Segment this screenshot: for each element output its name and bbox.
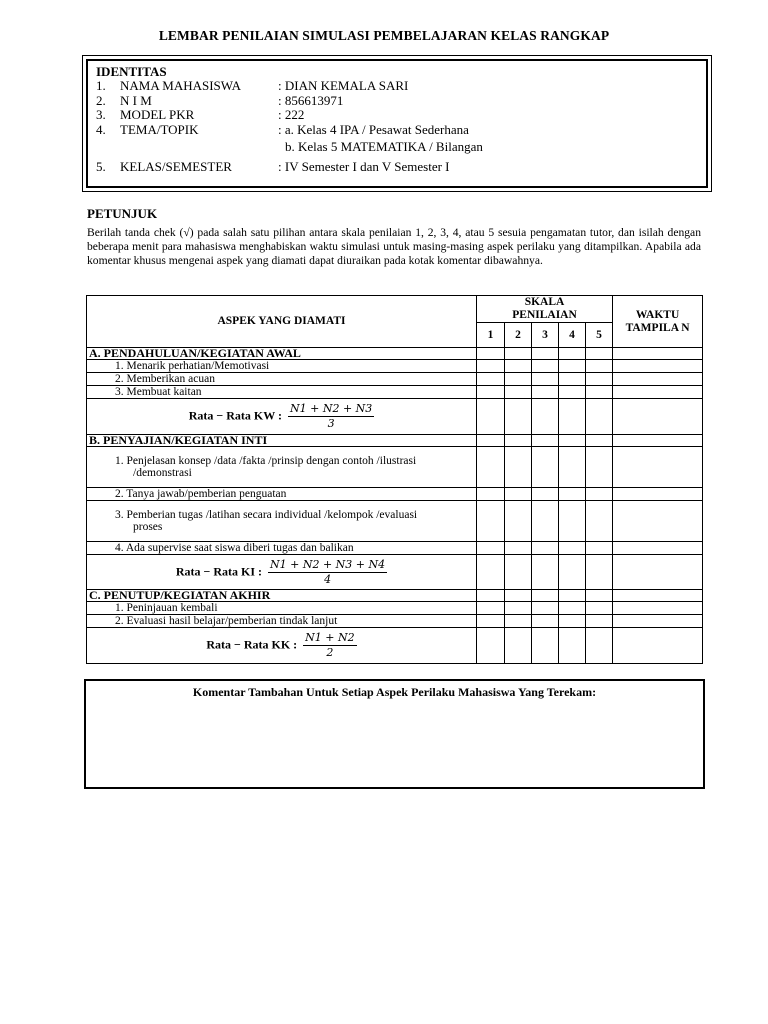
- item-b4: 4. Ada supervise saat siswa diberi tugas dan balikan: [87, 542, 477, 555]
- score-cell[interactable]: [477, 542, 505, 555]
- time-cell[interactable]: [613, 373, 703, 386]
- score-cell[interactable]: [559, 542, 586, 555]
- item-b3: 3. Pemberian tugas /latihan secara individual /kelompok /evaluasi proses: [87, 501, 477, 542]
- assessment-table: [86, 295, 703, 664]
- score-cell[interactable]: [559, 360, 586, 373]
- score-cell[interactable]: [505, 501, 532, 542]
- row-label: KELAS/SEMESTER: [120, 159, 232, 174]
- rata-ki-label: Rata − Rata KI :: [175, 563, 263, 578]
- score-cell[interactable]: [477, 501, 505, 542]
- header-aspek: ASPEK YANG DIAMATI: [87, 296, 477, 348]
- score-cell[interactable]: [559, 488, 586, 501]
- time-cell[interactable]: [613, 360, 703, 373]
- score-cell[interactable]: [532, 602, 559, 615]
- score-cell[interactable]: [532, 386, 559, 399]
- score-cell[interactable]: [586, 360, 613, 373]
- row-value: : 222: [278, 107, 305, 122]
- row-label: NAMA MAHASISWA: [120, 78, 241, 93]
- section-b: B. PENYAJIAN/KEGIATAN INTI: [87, 435, 477, 447]
- score-cell[interactable]: [505, 373, 532, 386]
- score-cell[interactable]: [532, 501, 559, 542]
- score-cell[interactable]: [505, 602, 532, 615]
- time-cell[interactable]: [613, 488, 703, 501]
- score-cell[interactable]: [559, 501, 586, 542]
- score-cell[interactable]: [505, 542, 532, 555]
- score-cell[interactable]: [477, 360, 505, 373]
- score-cell[interactable]: [586, 447, 613, 488]
- time-cell[interactable]: [613, 602, 703, 615]
- identity-heading: IDENTITAS: [96, 64, 167, 79]
- score-cell[interactable]: [586, 373, 613, 386]
- fraction-numerator: N1 + N2 + N3 + N4: [270, 557, 386, 571]
- row-number: 4.: [96, 122, 106, 137]
- score-cell[interactable]: [532, 615, 559, 628]
- item-b2: 2. Tanya jawab/pemberian penguatan: [87, 488, 477, 501]
- fraction-numerator: N1 + N2: [305, 631, 355, 644]
- page-title: LEMBAR PENILAIAN SIMULASI PEMBELAJARAN KELAS RANGKAP: [158, 28, 610, 43]
- score-cell[interactable]: [559, 602, 586, 615]
- row-label: N I M: [120, 93, 152, 108]
- rata-kw-formula: [87, 399, 477, 435]
- rata-kk-fraction: [303, 631, 356, 660]
- scale-4: 4: [559, 323, 586, 348]
- item-a2: 2. Memberikan acuan: [87, 373, 477, 386]
- score-cell[interactable]: [586, 542, 613, 555]
- score-cell[interactable]: [505, 615, 532, 628]
- scale-3: 3: [532, 323, 559, 348]
- score-cell[interactable]: [586, 602, 613, 615]
- score-cell[interactable]: [505, 488, 532, 501]
- score-cell[interactable]: [586, 501, 613, 542]
- row-value: : IV Semester I dan V Semester I: [278, 159, 450, 174]
- item-c1: 1. Peninjauan kembali: [87, 602, 477, 615]
- fraction-numerator: N1 + N2 + N3: [289, 402, 373, 415]
- fraction-denominator: 4: [324, 572, 332, 586]
- row-number: 2.: [96, 93, 106, 108]
- item-c2: 2. Evaluasi hasil belajar/pemberian tindak lanjut: [87, 615, 477, 628]
- rata-kk-label: Rata − Rata KK :: [206, 637, 298, 652]
- item-a3: 3. Membuat kaitan: [87, 386, 477, 399]
- row-value: : a. Kelas 4 IPA / Pesawat Sederhana: [278, 122, 469, 137]
- score-cell[interactable]: [477, 602, 505, 615]
- score-cell[interactable]: [559, 615, 586, 628]
- section-c: C. PENUTUP/KEGIATAN AKHIR: [87, 590, 477, 602]
- score-cell[interactable]: [586, 488, 613, 501]
- score-cell[interactable]: [505, 386, 532, 399]
- row-number: 3.: [96, 107, 106, 122]
- score-cell[interactable]: [477, 615, 505, 628]
- score-cell[interactable]: [477, 488, 505, 501]
- score-cell[interactable]: [532, 488, 559, 501]
- row-label: TEMA/TOPIK: [120, 122, 199, 137]
- instructions-heading: PETUNJUK: [87, 206, 158, 221]
- header-skala: SKALA PENILAIAN: [477, 296, 613, 323]
- score-cell[interactable]: [477, 373, 505, 386]
- rata-kk-formula: [87, 628, 477, 664]
- instructions-text: Berilah tanda chek (√) pada salah satu pilihan antara skala penilaian 1, 2, 3, 4, atau 5 sesuia pengamatan tutor, dan isilah dengan beberapa menit para mahasiswa menghabiskan waktu simulasi untuk masing-masing aspek perilaku yang ditampilkan. Apabila ada komentar khusus mengenai aspek yang diamati dapat diuraikan pada kotak komentar dibawahnya.: [87, 226, 701, 267]
- score-cell[interactable]: [505, 447, 532, 488]
- fraction-denominator: 3: [327, 417, 335, 430]
- time-cell[interactable]: [613, 501, 703, 542]
- rata-kw-label: Rata − Rata KW :: [188, 408, 282, 423]
- score-cell[interactable]: [532, 542, 559, 555]
- score-cell[interactable]: [586, 615, 613, 628]
- row-value: : 856613971: [278, 93, 344, 108]
- score-cell[interactable]: [559, 447, 586, 488]
- scale-1: 1: [477, 323, 505, 348]
- time-cell[interactable]: [613, 386, 703, 399]
- fraction-denominator: 2: [326, 646, 334, 659]
- score-cell[interactable]: [559, 386, 586, 399]
- rata-ki-fraction: [268, 558, 387, 587]
- time-cell[interactable]: [613, 447, 703, 488]
- score-cell[interactable]: [532, 447, 559, 488]
- scale-5: 5: [586, 323, 613, 348]
- row-number: 5.: [96, 159, 106, 174]
- score-cell[interactable]: [477, 386, 505, 399]
- score-cell[interactable]: [505, 360, 532, 373]
- item-b1: 1. Penjelasan konsep /data /fakta /prinsip dengan contoh /ilustrasi /demonstrasi: [87, 447, 477, 488]
- time-cell[interactable]: [613, 615, 703, 628]
- score-cell[interactable]: [559, 373, 586, 386]
- time-cell[interactable]: [613, 542, 703, 555]
- row-value: : DIAN KEMALA SARI: [278, 78, 409, 93]
- rata-ki-formula: [87, 555, 477, 590]
- section-a: A. PENDAHULUAN/KEGIATAN AWAL: [87, 348, 477, 360]
- comment-box[interactable]: [84, 679, 705, 789]
- score-cell[interactable]: [532, 373, 559, 386]
- header-waktu: WAKTU TAMPILA N: [613, 296, 703, 348]
- scale-2: 2: [505, 323, 532, 348]
- score-cell[interactable]: [532, 360, 559, 373]
- rata-kw-fraction: [288, 402, 374, 431]
- row-number: 1.: [96, 78, 106, 93]
- score-cell[interactable]: [586, 386, 613, 399]
- comment-title: Komentar Tambahan Untuk Setiap Aspek Perilaku Mahasiswa Yang Terekam:: [192, 685, 597, 699]
- item-a1: 1. Menarik perhatian/Memotivasi: [87, 360, 477, 373]
- row-value: b. Kelas 5 MATEMATIKA / Bilangan: [285, 139, 483, 154]
- row-label: MODEL PKR: [120, 107, 195, 122]
- score-cell[interactable]: [477, 447, 505, 488]
